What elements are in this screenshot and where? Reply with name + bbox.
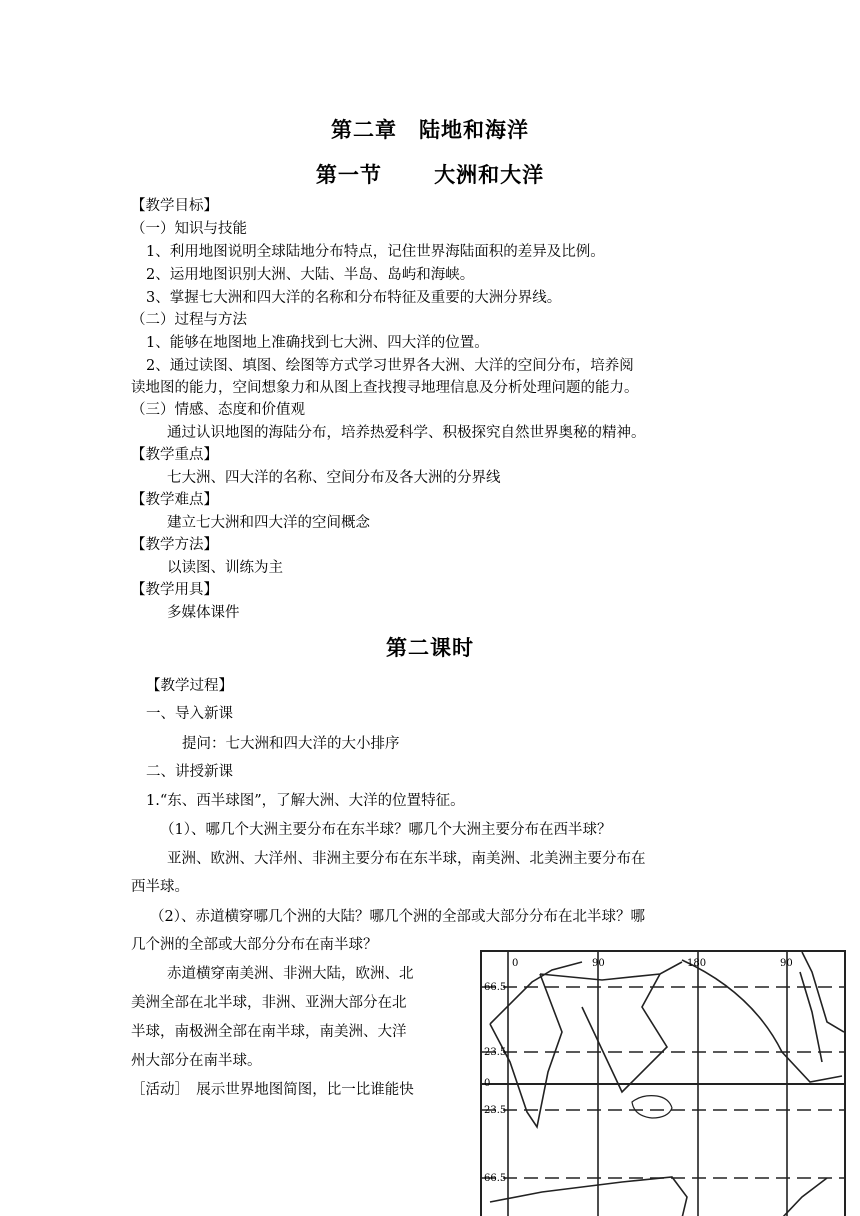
process-item-1: 1、能够在地图地上准确找到七大洲、四大洋的位置。 — [146, 335, 489, 351]
chapter-title: 第二章 陆地和海洋 — [331, 118, 529, 142]
process-item-2-cont: 读地图的能力，空间想象力和从图上查找搜寻地理信息及分析处理问题的能力。 — [131, 380, 639, 396]
key-points-text: 七大洲、四大洋的名称、空间分布及各大洲的分界线 — [167, 470, 501, 486]
question-2-line-2: 几个洲的全部或大部分分布在南半球？ — [131, 937, 378, 953]
objectives-header: 【教学目标】 — [131, 198, 218, 214]
sketch-label-left-2: 23.5 — [484, 1047, 507, 1058]
sketch-label-top-3: 180 — [687, 958, 707, 969]
activity-text: ［活动］ 展示世界地图简图，比一比谁能快 — [131, 1082, 414, 1098]
lesson-title: 第二课时 — [386, 636, 474, 660]
answer-1-line-2: 西半球。 — [131, 879, 189, 895]
question-1: （1）、哪几个大洲主要分布在东半球？哪几个大洲主要分布在西半球？ — [160, 822, 612, 838]
world-map-sketch — [480, 950, 846, 1216]
sketch-label-left-4: 23.5 — [484, 1105, 507, 1116]
answer-2-line-2: 美洲全部在北半球，非洲、亚洲大部分在北 — [131, 995, 407, 1011]
process-heading: （二）过程与方法 — [131, 312, 247, 328]
question-2-line-1: （2）、赤道横穿哪几个洲的大陆？哪几个洲的全部或大部分分布在北半球？哪 — [150, 909, 645, 925]
process-item-2: 2、通过读图、填图、绘图等方式学习世界各大洲、大洋的空间分布，培养阅 — [146, 358, 634, 374]
answer-1-line-1: 亚洲、欧洲、大洋州、非洲主要分布在东半球，南美洲、北美洲主要分布在 — [167, 851, 646, 867]
difficulties-header: 【教学难点】 — [131, 492, 218, 508]
answer-2-line-4: 州大部分在南半球。 — [131, 1053, 262, 1069]
tools-header: 【教学用具】 — [131, 582, 218, 598]
emotion-text: 通过认识地图的海陆分布，培养热爱科学、积极探究自然世界奥秘的精神。 — [167, 425, 646, 441]
knowledge-item-2: 2、运用地图识别大洲、大陆、半岛、岛屿和海峡。 — [146, 267, 475, 283]
key-points-header: 【教学重点】 — [131, 447, 218, 463]
world-map-sketch-drawing — [482, 952, 844, 1216]
sketch-label-left-1: 66.5 — [484, 982, 507, 993]
knowledge-item-1: 1、利用地图说明全球陆地分布特点，记住世界海陆面积的差异及比例。 — [146, 244, 605, 260]
answer-2-line-3: 半球，南极洲全部在南半球，南美洲、大洋 — [131, 1024, 407, 1040]
knowledge-heading: （一）知识与技能 — [131, 221, 247, 237]
new-lesson-heading: 二、讲授新课 — [146, 764, 233, 780]
intro-heading: 一、导入新课 — [146, 706, 233, 722]
sketch-label-left-5: 66.5 — [484, 1173, 507, 1184]
section-title: 第一节 大洲和大洋 — [315, 163, 545, 187]
sketch-label-top-4: 90 — [780, 958, 793, 969]
intro-question: 提问：七大洲和四大洋的大小排序 — [182, 736, 400, 752]
sketch-label-left-3: 0 — [484, 1078, 491, 1089]
sketch-label-top-2: 90 — [592, 958, 605, 969]
difficulties-text: 建立七大洲和四大洋的空间概念 — [167, 515, 370, 531]
sketch-label-top-1: 0 — [512, 958, 519, 969]
methods-text: 以读图、训练为主 — [167, 560, 283, 576]
answer-2-line-1: 赤道横穿南美洲、非洲大陆，欧洲、北 — [167, 966, 414, 982]
emotion-heading: （三）情感、态度和价值观 — [131, 402, 305, 418]
tools-text: 多媒体课件 — [167, 605, 240, 621]
methods-header: 【教学方法】 — [131, 537, 218, 553]
item-1: 1.“东、西半球图”，了解大洲、大洋的位置特征。 — [146, 793, 465, 809]
knowledge-item-3: 3、掌握七大洲和四大洋的名称和分布特征及重要的大洲分界线。 — [146, 290, 562, 306]
process-header: 【教学过程】 — [146, 678, 233, 694]
